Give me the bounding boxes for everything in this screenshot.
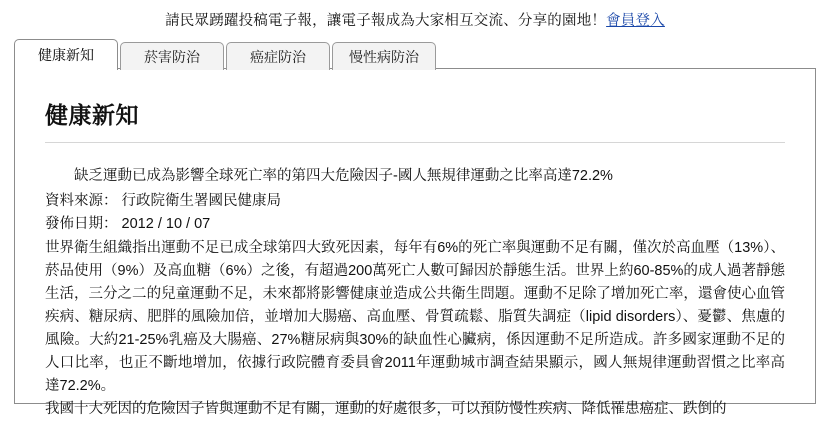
article-date: [45, 213, 785, 236]
tab-bar: [14, 38, 816, 69]
tab-label: 癌症防治: [250, 48, 306, 65]
article-source: [45, 190, 785, 213]
article-source-label: 資料來源：: [45, 193, 118, 209]
article-headline: 缺乏運動已成為影響全球死亡率的第四大危險因子-國人無規律運動之比率高達72.2%: [74, 168, 613, 184]
article: [45, 165, 785, 421]
article-body: 世界衛生組織指出運動不足已成全球第四大致死因素，每年有6%的死亡率與運動不足有關，僅次於高血壓（13%）、菸品使用（9%）及高血糖（6%）之後，有超過200萬死亡人數可歸因於靜態生活。世界上約60-85%的成人過著靜態生活，三分之二的兒童運動不足，未來都將影響健康並造成公共衛生問題。運動不足除了增加死亡率，還會使心血管疾病、糖尿病、肥胖的風險加倍，並增加大腸癌、高血壓、骨質疏鬆、脂質失調症（lipid disorders）、憂鬱、焦慮的風險。大約21-25%乳癌及大腸癌、27%糖尿病與30%的缺血性心臟病，係因運動不足所造成。許多國家運動不足的人口比率，也正不斷地增加，依據行政院體育委員會2011年運動城市調查結果顯示，國人無規律運動習慣之比率高達72.2%。: [45, 240, 785, 394]
tab-label: 健康新知: [38, 47, 94, 63]
tab-cancer-prevention[interactable]: [226, 42, 330, 70]
tab-tobacco-control[interactable]: [120, 42, 224, 70]
notice-text: 請民眾踴躍投稿電子報，讓電子報成為大家相互交流、分享的園地！: [165, 12, 607, 29]
content-panel-inner: [15, 69, 815, 421]
article-body-continued: 我國十大死因的危險因子皆與運動不足有關，運動的好處很多，可以預防慢性疾病、降低罹患癌症、跌倒的: [45, 401, 727, 417]
tab-health-news[interactable]: [14, 39, 118, 70]
article-source-value: 行政院衛生署國民健康局: [121, 193, 282, 209]
article-date-value: 2012 / 10 / 07: [121, 216, 211, 232]
tab-label: 菸害防治: [144, 48, 200, 65]
content-panel: [14, 68, 816, 417]
tab-label: 慢性病防治: [349, 48, 419, 65]
article-date-label: 發佈日期：: [45, 216, 118, 232]
title-divider: [45, 142, 785, 143]
page-title: 健康新知: [45, 102, 139, 128]
tab-chronic-disease-prevention[interactable]: [332, 42, 436, 70]
member-login-link[interactable]: 會員登入: [606, 12, 665, 29]
notice-bar: [0, 0, 830, 38]
